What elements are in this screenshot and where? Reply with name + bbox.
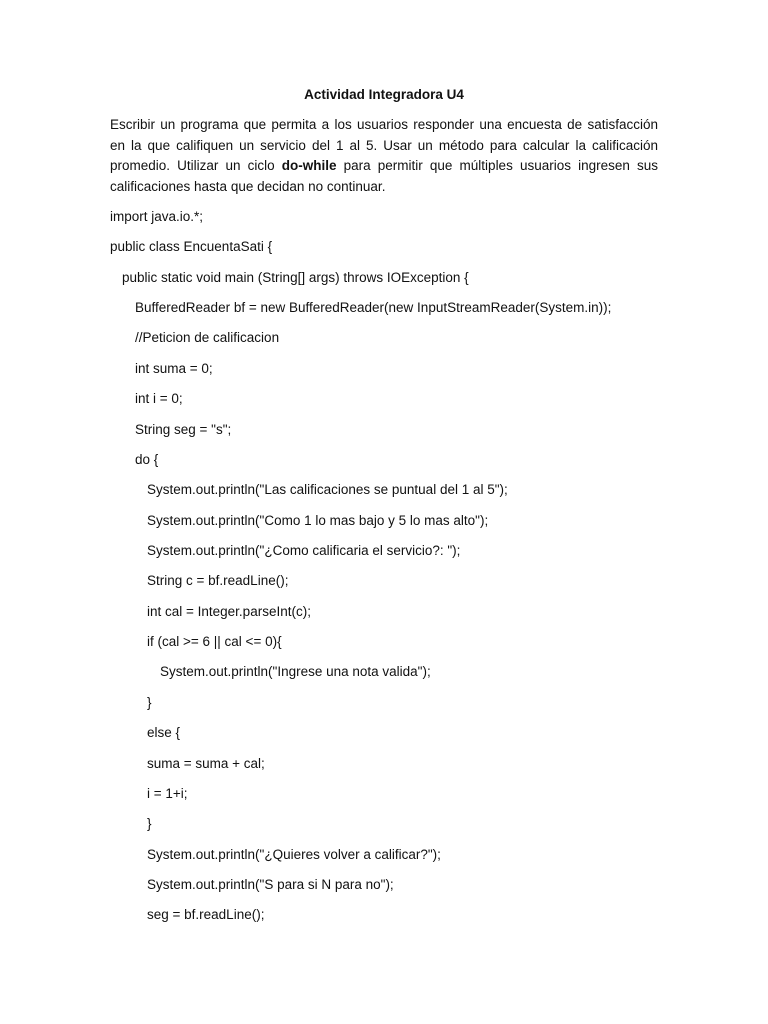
code-line: int cal = Integer.parseInt(c); — [147, 604, 311, 619]
code-line: System.out.println("S para si N para no"); — [147, 877, 394, 892]
code-line: i = 1+i; — [147, 786, 188, 801]
code-line: import java.io.*; — [110, 209, 204, 224]
code-line: suma = suma + cal; — [147, 756, 265, 771]
code-line: if (cal >= 6 || cal <= 0){ — [147, 634, 282, 649]
code-line: BufferedReader bf = new BufferedReader(new InputStreamReader(System.in)); — [135, 300, 612, 315]
description-text-2: para permitir que múltiples usuarios ingresen sus calificaciones hasta que decidan no continuar. — [110, 158, 658, 195]
code-line: } — [147, 816, 152, 831]
code-line: int i = 0; — [135, 391, 183, 406]
code-line: //Peticion de calificacion — [135, 330, 280, 345]
code-line: System.out.println("Como 1 lo mas bajo y 5 lo mas alto"); — [147, 513, 489, 528]
code-line: String seg = "s"; — [135, 422, 232, 437]
code-line: do { — [135, 452, 159, 467]
code-line: public class EncuentaSati { — [110, 239, 273, 254]
description-emphasis: do-while — [281, 158, 337, 174]
description-paragraph — [110, 115, 658, 198]
code-line: System.out.println("¿Quieres volver a calificar?"); — [147, 847, 441, 862]
code-line: } — [147, 695, 152, 710]
description-text-1: Escribir un programa que permita a los usuarios responder una encuesta de satisfacción en la que califiquen un servicio del 1 al 5. Usar un método para calcular la calificación promedio. Utilizar un ciclo — [110, 117, 658, 174]
code-line: System.out.println("¿Como calificaria el servicio?: "); — [147, 543, 461, 558]
code-line: public static void main (String[] args) throws IOException { — [122, 270, 469, 285]
code-line: seg = bf.readLine(); — [147, 907, 265, 922]
document-title: Actividad Integradora U4 — [304, 87, 464, 102]
assignment-description — [110, 115, 658, 198]
code-line: int suma = 0; — [135, 361, 213, 376]
code-line: String c = bf.readLine(); — [147, 573, 289, 588]
code-line: else { — [147, 725, 181, 740]
code-line: System.out.println("Ingrese una nota valida"); — [160, 664, 431, 679]
code-line: System.out.println("Las calificaciones se puntual del 1 al 5"); — [147, 482, 508, 497]
